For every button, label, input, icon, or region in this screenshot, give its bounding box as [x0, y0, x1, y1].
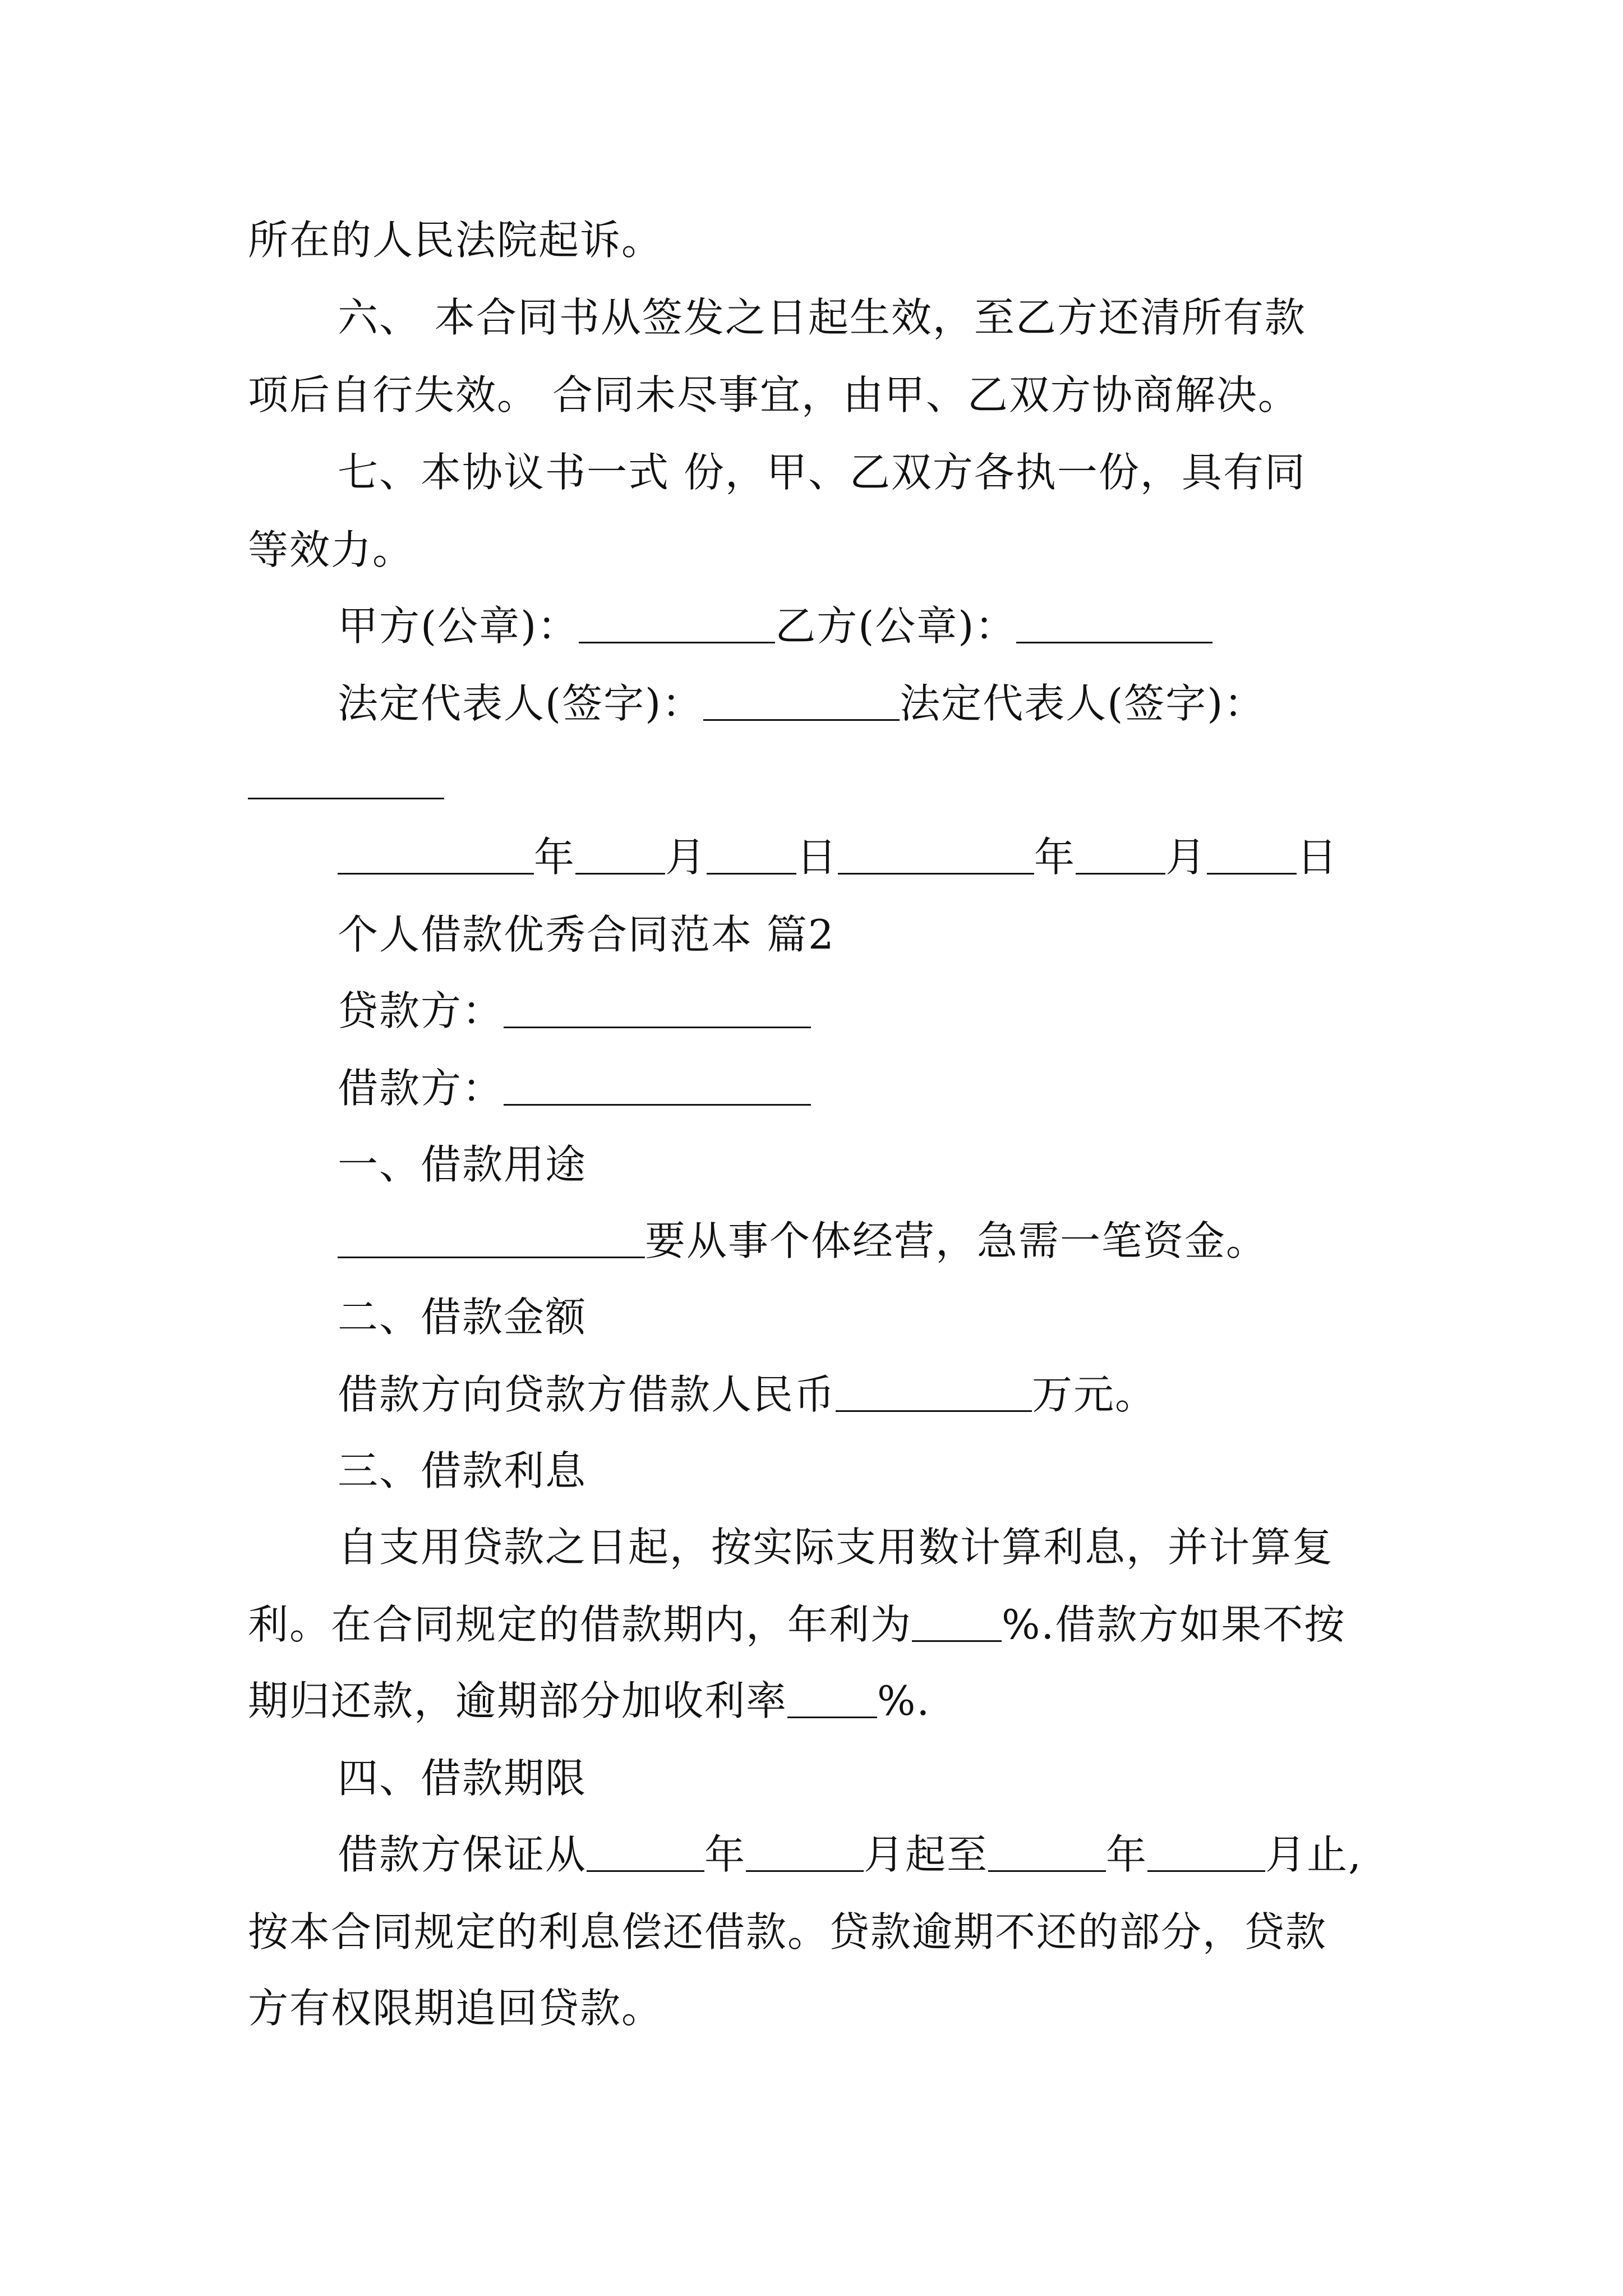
purpose-line — [338, 1217, 1268, 1264]
term-end-month-blank — [1147, 1870, 1265, 1872]
section-title: 个人借款优秀合同范本 篇2 — [338, 911, 835, 958]
overdue-rate-blank — [787, 1716, 877, 1718]
term-end-year-blank — [988, 1870, 1106, 1872]
day-blank-2 — [1207, 872, 1297, 875]
term-start-year-blank — [587, 1870, 704, 1872]
rep-b-blank — [248, 798, 444, 799]
interest-line-3 — [248, 1677, 931, 1724]
borrower-blank — [504, 1103, 811, 1106]
term-start-month-blank — [746, 1870, 864, 1872]
rep-a-label: 法定代表人(签字)： — [338, 680, 704, 727]
overdue-rate-text: 期归还款，逾期部分加收利率 — [248, 1677, 788, 1724]
day-label: 日 — [796, 834, 838, 881]
term-year-label-2: 年 — [1106, 1831, 1148, 1878]
heading-amount: 二、借款金额 — [338, 1294, 587, 1341]
clause-seven-line: 七、本协议书一式 份，甲、乙双方各执一份，具有同 — [338, 449, 1306, 496]
year-label-2: 年 — [1034, 834, 1076, 881]
term-text-a: 借款方保证从 — [338, 1831, 587, 1878]
party-b-seal-label: 乙方(公章)： — [775, 602, 1017, 650]
interest-rate-blank — [912, 1640, 1002, 1642]
seal-line — [338, 602, 1212, 650]
text-line: 所在的人民法院起诉。 — [248, 217, 663, 264]
representative-line — [338, 680, 1266, 727]
interest-line-2 — [248, 1601, 1346, 1648]
day-blank — [707, 872, 796, 875]
term-text-b: 月起至 — [864, 1831, 989, 1878]
lender-line — [338, 987, 811, 1034]
amount-unit: 万元。 — [1032, 1371, 1157, 1418]
amount-line — [338, 1371, 1157, 1418]
party-a-seal-blank — [579, 641, 775, 643]
term-year-label: 年 — [704, 1831, 746, 1878]
heading-interest: 三、借款利息 — [338, 1447, 587, 1494]
day-label-2: 日 — [1297, 834, 1339, 881]
lender-blank — [504, 1026, 811, 1028]
borrower-line — [338, 1065, 811, 1112]
interest-rate-text: 利。在合同规定的借款期内，年利为 — [248, 1601, 912, 1648]
clause-six-line: 六、 本合同书从签发之日起生效，至乙方还清所有款 — [338, 294, 1306, 341]
month-blank-2 — [1076, 872, 1165, 875]
lender-label: 贷款方： — [338, 987, 504, 1034]
interest-rate-tail: %.借款方如果不按 — [1002, 1601, 1346, 1648]
month-label-2: 月 — [1165, 834, 1207, 881]
month-blank — [575, 872, 665, 875]
amount-blank — [836, 1410, 1032, 1412]
borrower-label: 借款方： — [338, 1065, 504, 1112]
party-a-seal-label: 甲方(公章)： — [338, 602, 579, 650]
text-line: 等效力。 — [248, 526, 414, 573]
heading-term: 四、借款期限 — [338, 1755, 587, 1802]
overdue-rate-tail: %. — [877, 1677, 931, 1724]
purpose-text: 要从事个体经营，急需一笔资金。 — [645, 1217, 1268, 1264]
year-label: 年 — [534, 834, 576, 881]
term-text-c: 月止, — [1265, 1831, 1362, 1878]
term-line-2: 按本合同规定的利息偿还借款。贷款逾期不还的部分，贷款 — [248, 1908, 1327, 1955]
rep-b-label: 法定代表人(签字)： — [900, 680, 1266, 727]
rep-a-blank — [703, 719, 900, 721]
month-label: 月 — [665, 834, 707, 881]
term-line-3: 方有权限期追回贷款。 — [248, 1985, 663, 2032]
year-blank-2 — [838, 872, 1034, 875]
text-line: 项后自行失效。 合同未尽事宜，由甲、乙双方协商解决。 — [248, 371, 1299, 418]
heading-purpose: 一、借款用途 — [338, 1141, 587, 1188]
date-line — [338, 834, 1339, 881]
party-b-seal-blank — [1016, 641, 1212, 643]
amount-text: 借款方向贷款方借款人民币 — [338, 1371, 836, 1418]
year-blank — [338, 872, 534, 875]
term-line-1 — [338, 1831, 1362, 1878]
purpose-blank — [338, 1256, 645, 1258]
interest-line-1: 自支用贷款之日起，按实际支用数计算利息，并计算复 — [338, 1524, 1334, 1571]
